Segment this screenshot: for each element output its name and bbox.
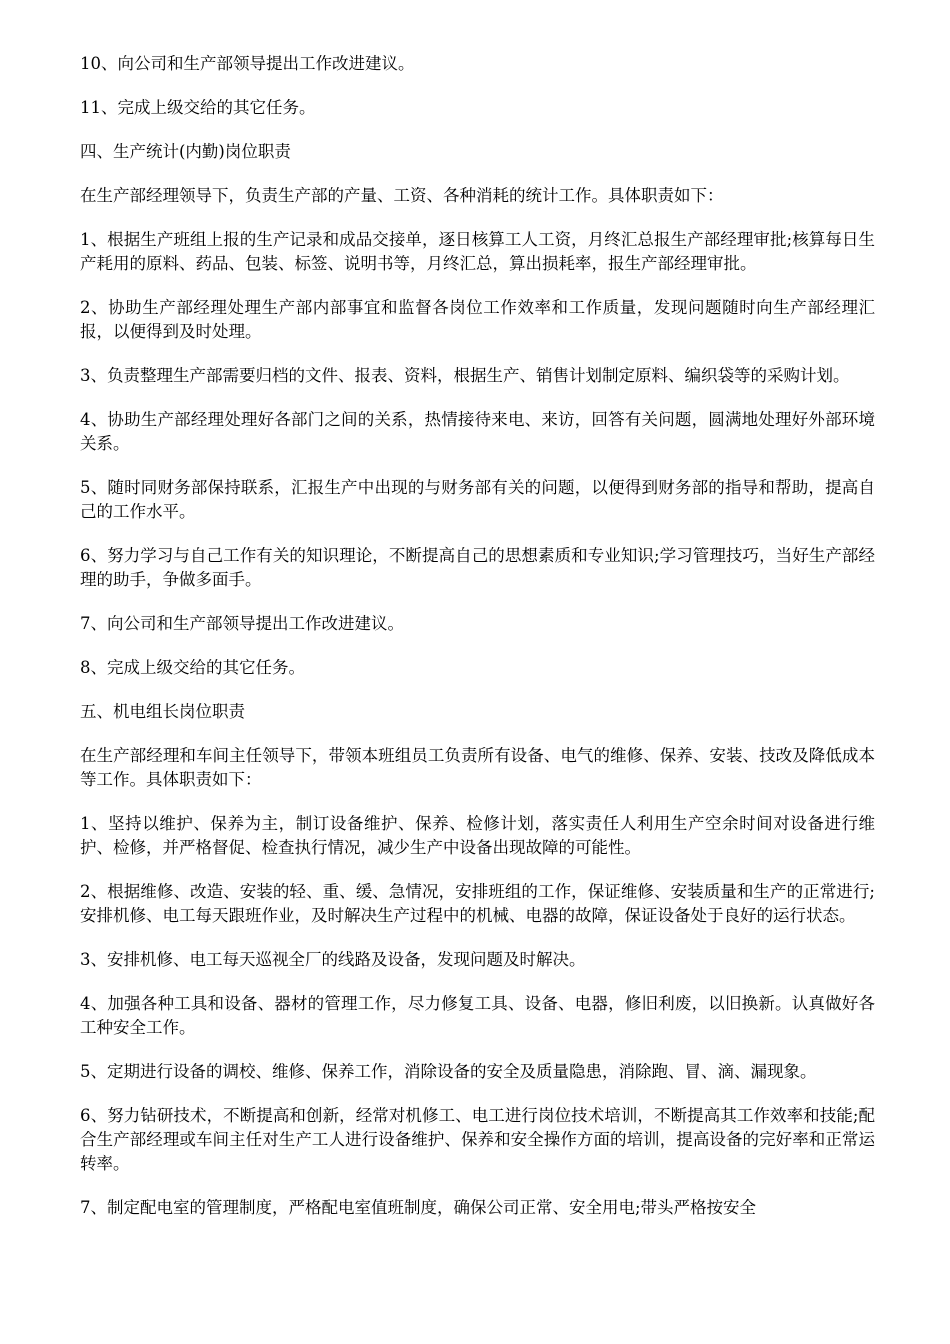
paragraph-statistics-3: 3、负责整理生产部需要归档的文件、报表、资料，根据生产、销售计划制定原料、编织袋等的采购计划。 — [80, 366, 850, 385]
paragraph-statistics-5: 5、随时同财务部保持联系，汇报生产中出现的与财务部有关的问题，以便得到财务部的指导和帮助，提高自己的工作水平。 — [80, 478, 875, 521]
section-heading-electromechanical: 五、机电组长岗位职责 — [80, 702, 245, 721]
paragraph-statistics-6: 6、努力学习与自己工作有关的知识理论，不断提高自己的思想素质和专业知识;学习管理技巧，当好生产部经理的助手，争做多面手。 — [80, 546, 875, 589]
paragraph-statistics-2: 2、协助生产部经理处理生产部内部事宜和监督各岗位工作效率和工作质量，发现问题随时向生产部经理汇报，以便得到及时处理。 — [80, 298, 875, 341]
paragraph-statistics-intro: 在生产部经理领导下，负责生产部的产量、工资、各种消耗的统计工作。具体职责如下： — [80, 186, 724, 205]
paragraph-electromechanical-7: 7、制定配电室的管理制度，严格配电室值班制度，确保公司正常、安全用电;带头严格按安全 — [80, 1198, 757, 1217]
paragraph-electromechanical-3: 3、安排机修、电工每天巡视全厂的线路及设备，发现问题及时解决。 — [80, 950, 586, 969]
paragraph-statistics-4: 4、协助生产部经理处理好各部门之间的关系，热情接待来电、来访，回答有关问题，圆满地处理好外部环境关系。 — [80, 410, 875, 453]
paragraph-statistics-1: 1、根据生产班组上报的生产记录和成品交接单，逐日核算工人工资，月终汇总报生产部经理审批;核算每日生产耗用的原料、药品、包装、标签、说明书等，月终汇总，算出损耗率，报生产部经理审批。 — [80, 230, 875, 273]
paragraph-electromechanical-2: 2、根据维修、改造、安装的轻、重、缓、急情况，安排班组的工作，保证维修、安装质量和生产的正常进行;安排机修、电工每天跟班作业，及时解决生产过程中的机械、电器的故障，保证设备处于良好的运行状态。 — [80, 882, 875, 925]
document-body — [80, 52, 875, 1240]
paragraph-statistics-7: 7、向公司和生产部领导提出工作改进建议。 — [80, 614, 404, 633]
paragraph-electromechanical-5: 5、定期进行设备的调校、维修、保养工作，消除设备的安全及质量隐患，消除跑、冒、滴、漏现象。 — [80, 1062, 817, 1081]
section-heading-statistics: 四、生产统计(内勤)岗位职责 — [80, 142, 291, 161]
paragraph-electromechanical-1: 1、坚持以维护、保养为主，制订设备维护、保养、检修计划，落实责任人利用生产空余时间对设备进行维护、检修，并严格督促、检查执行情况，减少生产中设备出现故障的可能性。 — [80, 814, 875, 857]
paragraph-electromechanical-4: 4、加强各种工具和设备、器材的管理工作，尽力修复工具、设备、电器，修旧利废，以旧换新。认真做好各工种安全工作。 — [80, 994, 875, 1037]
paragraph-electromechanical-6: 6、努力钻研技术，不断提高和创新，经常对机修工、电工进行岗位技术培训，不断提高其工作效率和技能;配合生产部经理或车间主任对生产工人进行设备维护、保养和安全操作方面的培训，提高设备的完好率和正常运转率。 — [80, 1106, 875, 1173]
paragraph-11-other-tasks: 11、完成上级交给的其它任务。 — [80, 98, 316, 117]
paragraph-electromechanical-intro: 在生产部经理和车间主任领导下，带领本班组员工负责所有设备、电气的维修、保养、安装、技改及降低成本等工作。具体职责如下： — [80, 746, 875, 789]
paragraph-statistics-8: 8、完成上级交给的其它任务。 — [80, 658, 305, 677]
paragraph-10-suggestions: 10、向公司和生产部领导提出工作改进建议。 — [80, 54, 415, 73]
